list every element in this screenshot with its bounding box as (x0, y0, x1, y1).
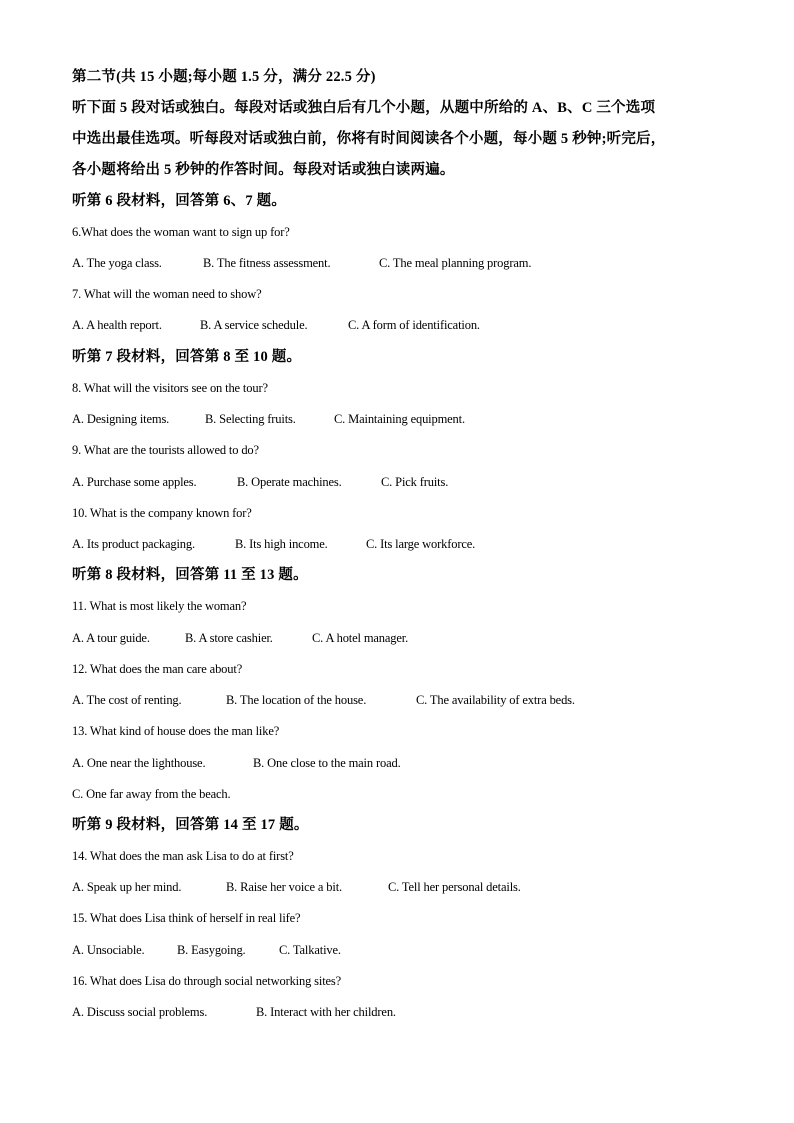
question-13-option-c: C. One far away from the beach. (72, 787, 231, 801)
option-a: A. The yoga class. (72, 256, 162, 270)
option-b: B. Its high income. (235, 537, 328, 551)
question-11-options (72, 632, 408, 645)
option-b: B. Easygoing. (177, 943, 246, 957)
question-7-stem: 7. What will the woman need to show? (72, 287, 262, 301)
option-a: A. A health report. (72, 318, 162, 332)
option-c: C. A form of identification. (348, 318, 480, 332)
option-b: B. Interact with her children. (256, 1005, 396, 1019)
option-c: C. A hotel manager. (312, 631, 409, 645)
option-a: A. Unsociable. (72, 943, 145, 957)
option-a: A. Speak up her mind. (72, 880, 182, 894)
instruction-line-2: 中选出最佳选项。听每段对话或独白前，你将有时间阅读各个小题，每小题 5 秒钟;听完后， (72, 131, 666, 147)
question-13-stem: 13. What kind of house does the man like? (72, 724, 280, 738)
option-c: C. The meal planning program. (379, 256, 532, 270)
option-c: C. Pick fruits. (381, 475, 449, 489)
group-header-8: 听第 8 段材料，回答第 11 至 13 题。 (72, 567, 308, 583)
option-a: A. Its product packaging. (72, 537, 195, 551)
option-b: B. One close to the main road. (253, 756, 401, 770)
option-c: C. Tell her personal details. (388, 880, 521, 894)
question-13-options (72, 757, 401, 770)
option-b: B. Raise her voice a bit. (226, 880, 343, 894)
option-c: C. Its large workforce. (366, 537, 476, 551)
option-a: A. One near the lighthouse. (72, 756, 206, 770)
question-9-stem: 9. What are the tourists allowed to do? (72, 443, 259, 457)
option-c: C. The availability of extra beds. (416, 693, 575, 707)
question-14-options (72, 881, 521, 894)
option-b: B. The location of the house. (226, 693, 367, 707)
question-9-options (72, 476, 448, 489)
question-8-options (72, 413, 465, 426)
option-c: C. Talkative. (279, 943, 341, 957)
question-12-stem: 12. What does the man care about? (72, 662, 243, 676)
option-a: A. Designing items. (72, 412, 170, 426)
question-11-stem: 11. What is most likely the woman? (72, 599, 247, 613)
question-12-options (72, 694, 575, 707)
question-14-stem: 14. What does the man ask Lisa to do at first? (72, 849, 294, 863)
section-heading: 第二节(共 15 小题;每小题 1.5 分，满分 22.5 分) (72, 69, 376, 85)
group-header-7: 听第 7 段材料，回答第 8 至 10 题。 (72, 349, 302, 365)
group-header-6: 听第 6 段材料，回答第 6、7 题。 (72, 193, 287, 209)
option-b: B. A service schedule. (200, 318, 308, 332)
option-b: B. A store cashier. (185, 631, 273, 645)
option-a: A. The cost of renting. (72, 693, 182, 707)
option-a: A. Purchase some apples. (72, 475, 197, 489)
question-7-options (72, 319, 480, 332)
group-header-9: 听第 9 段材料，回答第 14 至 17 题。 (72, 817, 309, 833)
option-b: B. Selecting fruits. (205, 412, 296, 426)
question-6-stem: 6.What does the woman want to sign up for? (72, 225, 290, 239)
instruction-line-1: 听下面 5 段对话或独白。每段对话或独白后有几个小题，从题中所给的 A、B、C 三个选项 (72, 100, 656, 116)
option-c: C. Maintaining equipment. (334, 412, 465, 426)
option-a: A. Discuss social problems. (72, 1005, 208, 1019)
question-16-options (72, 1006, 396, 1019)
option-b: B. Operate machines. (237, 475, 342, 489)
option-b: B. The fitness assessment. (203, 256, 331, 270)
option-a: A. A tour guide. (72, 631, 150, 645)
question-15-stem: 15. What does Lisa think of herself in real life? (72, 911, 301, 925)
question-6-options (72, 257, 531, 270)
question-8-stem: 8. What will the visitors see on the tour? (72, 381, 268, 395)
question-10-stem: 10. What is the company known for? (72, 506, 252, 520)
question-15-options (72, 944, 341, 957)
question-10-options (72, 538, 475, 551)
question-16-stem: 16. What does Lisa do through social networking sites? (72, 974, 342, 988)
instruction-line-3: 各小题将给出 5 秒钟的作答时间。每段对话或独白读两遍。 (72, 162, 455, 178)
